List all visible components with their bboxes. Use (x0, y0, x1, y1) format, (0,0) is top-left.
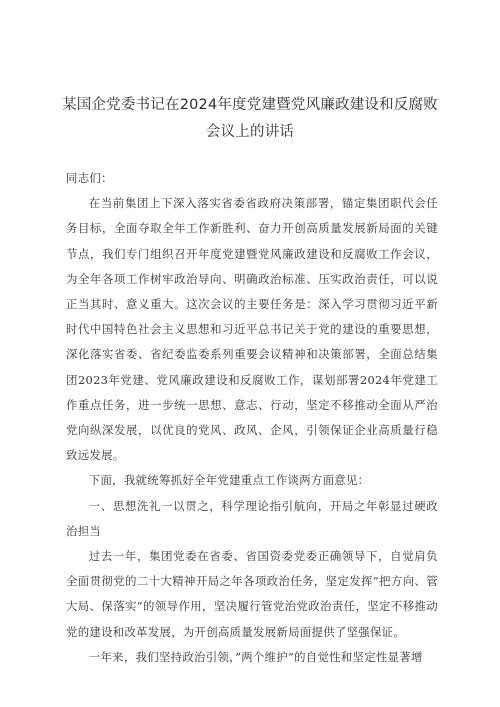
section-heading: 一、思想洗礼一以贯之，科学理论指引航向，开局之年彰显过硬政治担当 (66, 498, 438, 538)
paragraph-one-year: 一年来，我们坚持政治引领，”两个维护”的自觉性和坚定性显著增 (88, 649, 423, 664)
paragraph-lead: 下面，我就统筹抓好全年党建重点工作谈两方面意见： (88, 473, 370, 488)
salutation: 同志们： (66, 171, 113, 185)
document-body (66, 166, 438, 670)
paragraph-past-year: 过去一年，集团党委在省委、省国资委党委正确领导下，自觉肩负全面贯彻党的二十大精神开局之年各项政治任务，坚定发挥”把方向、管大局、保落实”的领导作用，坚决履行管党治党政治责任，坚定不移推动党的建设和改革发展，为开创高质量发展新局面提供了坚强保证。 (66, 549, 438, 639)
document-title: 某国企党委书记在2024年度党建暨党风廉政建设和反腐败会议上的讲话 (62, 97, 438, 140)
paragraph-intro: 在当前集团上下深入落实省委省政府决策部署，锚定集团职代会任务目标，全面夺取全年工作新胜利、奋力开创高质量发展新局面的关键节点，我们专门组织召开年度党建暨党风廉政建设和反腐败工作会议，为全年各项工作树牢政治导向、明确政治标准、压实政治责任，可以说正当其时、意义重大。这次会议的主要任务是：深入学习贯彻习近平新时代中国特色社会主义思想和习近平总书记关于党的建设的重要思想，深化落实省委、省纪委监委系列重要会议精神和决策部署，全面总结集团2023年党建、党风廉政建设和反腐败工作，谋划部署2024年党建工作重点任务，进一步统一思想、意志、行动，坚定不移推动全面从严治党向纵深发展，以优良的党风、政风、企风，引领保证企业高质量行稳致远发展。 (66, 196, 438, 463)
